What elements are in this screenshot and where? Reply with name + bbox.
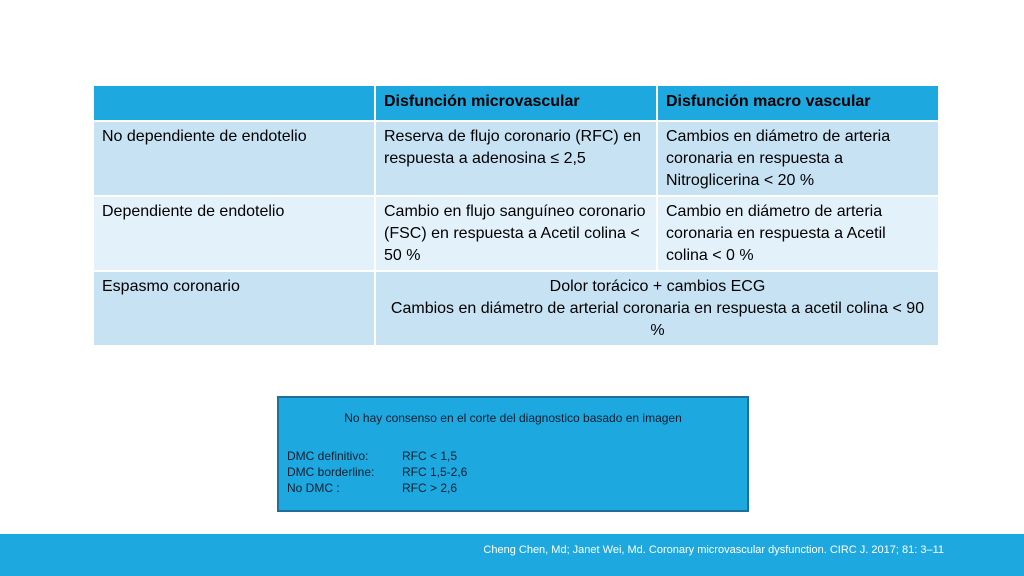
row-label: Dependiente de endotelio [93,196,375,271]
cell-merged-spasm [375,271,939,346]
header-cell-macrovascular: Disfunción macro vascular [657,85,939,121]
table-header-row [93,85,939,121]
criteria-value: RFC > 2,6 [402,481,458,495]
spasm-line-2: Cambios en diámetro de arterial coronaria en respuesta a acetil colina < 90 % [390,300,925,339]
criteria-label: No DMC : [287,481,340,495]
note-title: No hay consenso en el corte del diagnostico basado en imagen [344,411,682,425]
criteria-label: DMC borderline: [287,465,375,479]
criteria-label: DMC definitivo: [287,449,369,463]
comparison-table [92,84,940,347]
note-criteria-list [287,448,467,496]
list-item [287,480,467,496]
cell-macrovascular: Cambio en diámetro de arteria coronaria en respuesta a Acetil colina < 0 % [657,196,939,271]
citation-text: Cheng Chen, Md; Janet Wei, Md. Coronary microvascular dysfunction. CIRC J. 2017; 81: 3–11 [483,544,944,556]
criteria-value: RFC < 1,5 [402,449,458,463]
row-label: Espasmo coronario [93,271,375,346]
consensus-note-box [277,396,749,512]
list-item [287,448,467,464]
row-label: No dependiente de endotelio [93,121,375,196]
cell-microvascular: Reserva de flujo coronario (RFC) en respuesta a adenosina ≤ 2,5 [375,121,657,196]
cell-microvascular: Cambio en flujo sanguíneo coronario (FSC) en respuesta a Acetil colina < 50 % [375,196,657,271]
cell-macrovascular: Cambios en diámetro de arteria coronaria en respuesta a Nitroglicerina < 20 % [657,121,939,196]
table-row [93,271,939,346]
criteria-value: RFC 1,5-2,6 [402,465,468,479]
header-cell-microvascular: Disfunción microvascular [375,85,657,121]
spasm-line-1: Dolor torácico + cambios ECG [549,278,766,295]
header-cell-empty [93,85,375,121]
footer-bar [0,534,1024,576]
table-row [93,196,939,271]
list-item [287,464,467,480]
table-row [93,121,939,196]
